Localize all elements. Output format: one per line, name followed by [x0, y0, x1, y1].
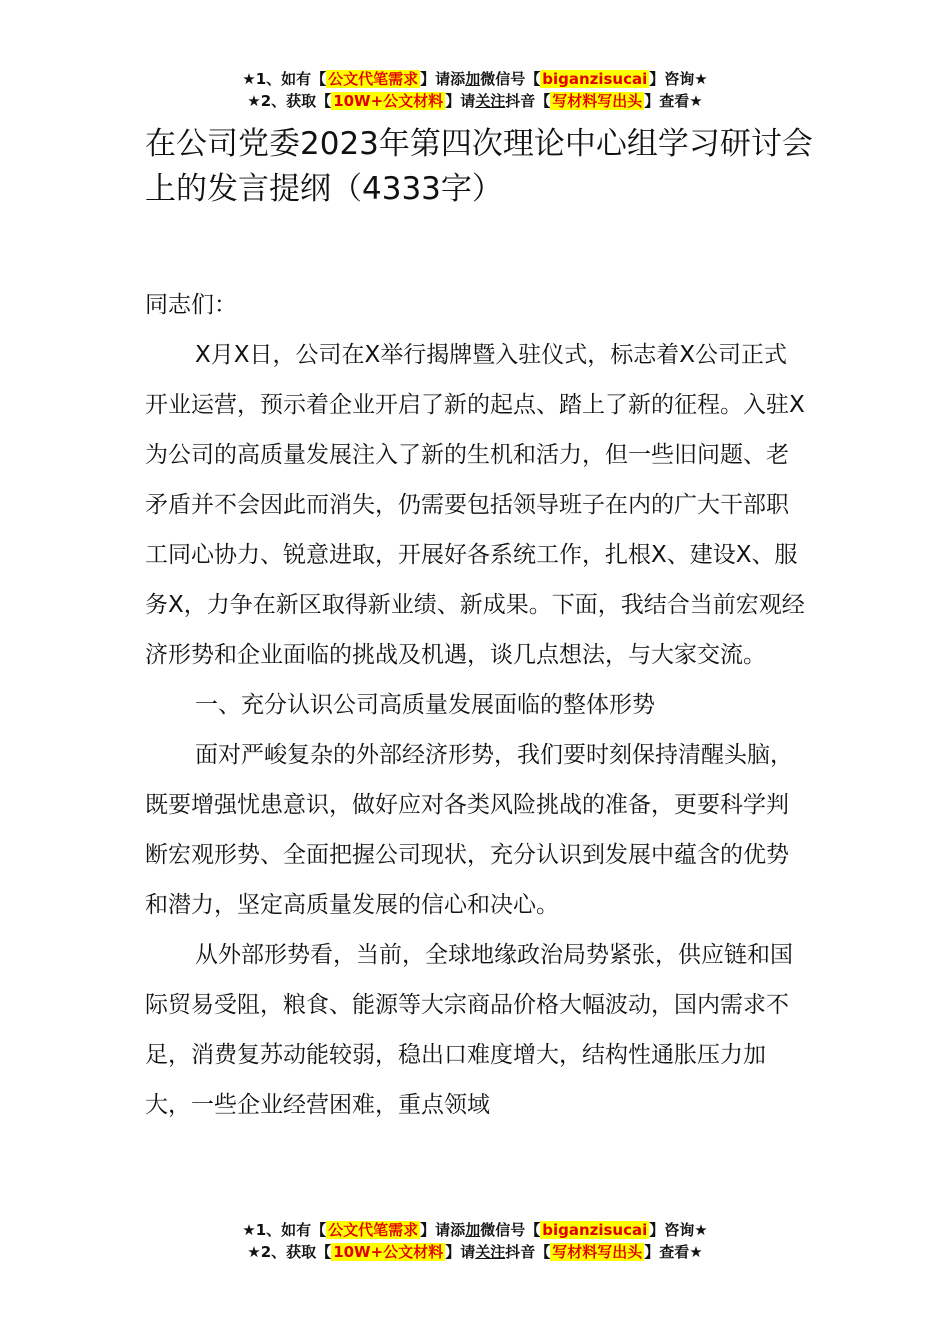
banner-highlight: 公文代笔需求 — [328, 1221, 419, 1239]
banner-text: 】请添 — [420, 70, 466, 88]
document-title: 在公司党委2023年第四次理论中心组学习研讨会上的发言提纲（4333字） — [145, 126, 813, 207]
top-banner — [0, 68, 950, 112]
banner-highlight: 10W+公文材料 — [333, 92, 444, 110]
banner-text: ★1、如有【 — [242, 70, 327, 88]
banner-text: ★2、获取【 — [247, 92, 332, 110]
paragraph: 面对严峻复杂的外部经济形势，我们要时刻保持清醒头脑，既要增强忧患意识，做好应对各类风险挑战的准备，更要科学判断宏观形势、全面把握公司现状，充分认识到发展中蕴含的优势和潜力，坚定高质量发展的信心和决心。 — [145, 742, 793, 918]
banner-text: 关注 — [475, 1243, 506, 1261]
banner-line-2 — [0, 1241, 950, 1263]
banner-highlight: 写材料写出头 — [552, 92, 643, 110]
banner-highlight: biganzisucai — [542, 70, 648, 88]
banner-text: 微信号【 — [480, 1221, 541, 1239]
banner-highlight: 公文代笔需求 — [328, 70, 419, 88]
paragraph: X月X日，公司在X举行揭牌暨入驻仪式，标志着X公司正式开业运营，预示着企业开启了新的起点、踏上了新的征程。入驻X为公司的高质量发展注入了新的生机和活力，但一些旧问题、老矛盾并不会因此而消失，仍需要包括领导班子在内的广大干部职工同心协力、锐意进取，开展好各系统工作，扎根X、建设X、服务X，力争在新区取得新业绩、新成果。下面，我结合当前宏观经济形势和企业面临的挑战及机遇，谈几点想法，与大家交流。 — [145, 342, 805, 668]
banner-line-1 — [0, 68, 950, 90]
banner-text: 抖音【 — [505, 1243, 551, 1261]
banner-text: 】请 — [445, 92, 476, 110]
banner-line-2 — [0, 90, 950, 112]
banner-line-1 — [0, 1219, 950, 1241]
banner-highlight: 写材料写出头 — [552, 1243, 643, 1261]
banner-highlight: biganzisucai — [542, 1221, 648, 1239]
banner-highlight: 10W+公文材料 — [333, 1243, 444, 1261]
banner-text: 】查看★ — [644, 92, 703, 110]
section-heading: 一、充分认识公司高质量发展面临的整体形势 — [195, 692, 655, 718]
banner-text: 加 — [465, 70, 481, 88]
banner-text: 】咨询★ — [649, 70, 708, 88]
banner-text: 】查看★ — [644, 1243, 703, 1261]
paragraph: 从外部形势看，当前，全球地缘政治局势紧张，供应链和国际贸易受阻，粮食、能源等大宗商品价格大幅波动，国内需求不足，消费复苏动能较弱，稳出口难度增大，结构性通胀压力加大，一些企业经营困难，重点领域 — [145, 942, 793, 1118]
banner-text: 】请 — [445, 1243, 476, 1261]
banner-text: 抖音【 — [505, 92, 551, 110]
banner-text: ★1、如有【 — [242, 1221, 327, 1239]
bottom-banner — [0, 1219, 950, 1263]
banner-text: 关注 — [475, 92, 506, 110]
banner-text: ★2、获取【 — [247, 1243, 332, 1261]
document-body — [145, 280, 810, 1130]
salutation: 同志们： — [145, 292, 237, 318]
banner-text: 】咨询★ — [649, 1221, 708, 1239]
banner-text: 加 — [465, 1221, 481, 1239]
banner-text: 】请添 — [420, 1221, 466, 1239]
banner-text: 微信号【 — [480, 70, 541, 88]
